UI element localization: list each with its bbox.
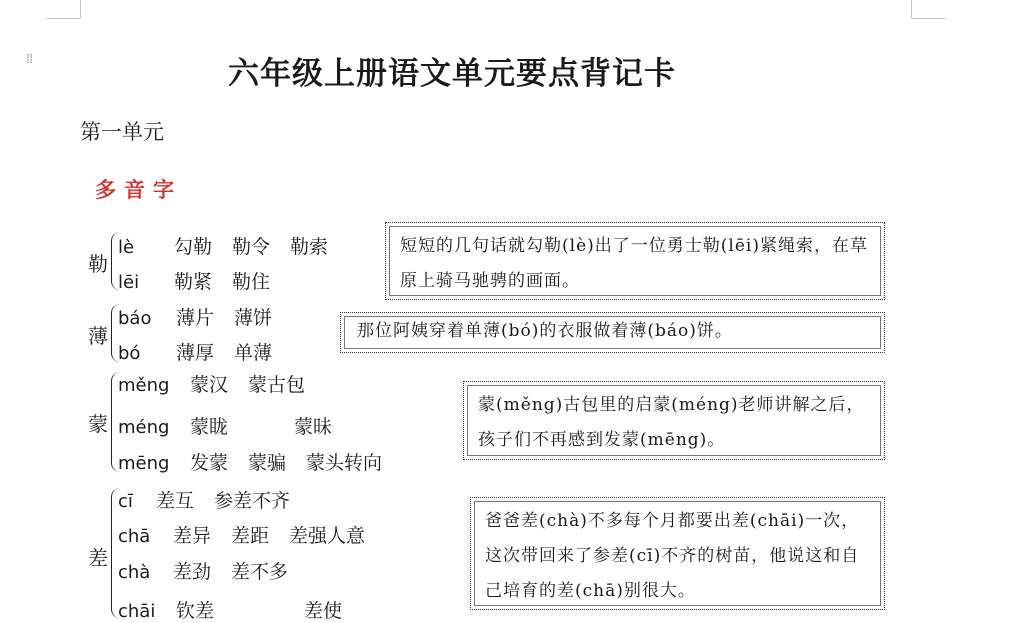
example-sentence-box: 爸爸差(chà)不多每个月都要出差(chāi)一次，这次带回来了参差(cī)不齐的树苗，他说这和自己培育的差(chā)别很大。 xyxy=(470,497,885,610)
reading-row: lēi 勒紧 勒住 xyxy=(118,271,271,293)
reading-row: bó 薄厚 单薄 xyxy=(118,342,273,364)
reading-row: báo 薄片 薄饼 xyxy=(118,307,273,329)
page-corner-mark-left xyxy=(46,0,81,19)
reading-row: chāi 钦差 差使 xyxy=(118,600,343,622)
section-title: 多音字 xyxy=(95,178,182,202)
polyphone-char: 差 xyxy=(88,546,108,570)
reading-row: chà 差劲 差不多 xyxy=(118,561,289,583)
example-sentence-box: 蒙(měng)古包里的启蒙(méng)老师讲解之后，孩子们不再感到发蒙(mēng)。 xyxy=(463,381,885,460)
polyphone-char: 蒙 xyxy=(88,412,108,436)
reading-row: lè 勾勒 勒令 勒索 xyxy=(118,236,329,258)
page-corner-mark-right xyxy=(911,0,946,19)
polyphone-char: 薄 xyxy=(88,324,108,348)
reading-row: měng 蒙汉 蒙古包 xyxy=(118,374,306,396)
reading-row: méng 蒙眬 蒙昧 xyxy=(118,416,333,438)
reading-row: chā 差异 差距 差强人意 xyxy=(118,525,366,547)
unit-heading: 第一单元 xyxy=(80,120,164,144)
example-sentence-box: 那位阿姨穿着单薄(bó)的衣服做着薄(báo)饼。 xyxy=(340,312,885,353)
document-title: 六年级上册语文单元要点背记卡 xyxy=(228,56,676,92)
reading-row: cī 差互 参差不齐 xyxy=(118,490,291,512)
drag-handle-icon[interactable]: ⁞⁞ xyxy=(26,52,33,67)
example-sentence-box: 短短的几句话就勾勒(lè)出了一位勇士勒(lēi)紧绳索，在草原上骑马驰骋的画面。 xyxy=(385,222,885,300)
polyphone-char: 勒 xyxy=(88,252,108,276)
reading-row: mēng 发蒙 蒙骗 蒙头转向 xyxy=(118,452,383,474)
